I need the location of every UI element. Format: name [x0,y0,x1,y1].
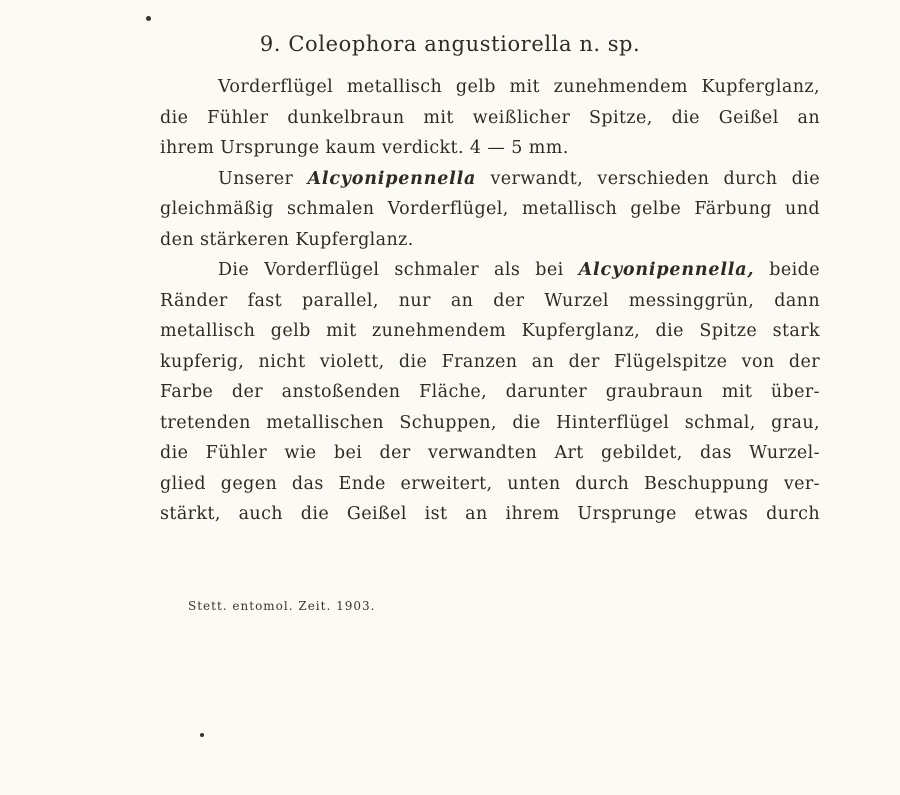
text-line: den stärkeren Kupferglanz. [160,229,414,250]
text-line: metallisch gelb mit zunehmendem Kupferglanz, die Spitze stark [160,321,820,341]
heading-species: angustiorella [424,32,573,56]
text-fragment: Die Vorderflügel schmaler als bei [218,260,564,280]
text-line: stärkt, auch die Geißel ist an ihrem Ursprunge etwas durch [160,504,820,524]
species-reference: Alcyonipennella, [578,260,755,280]
text-line [160,164,820,195]
heading-genus: Coleophora [288,32,418,56]
text-line: kupferig, nicht violett, die Franzen an der Flügelspitze von der [160,351,820,372]
text-line: Vorderflügel metallisch gelb mit zunehmendem Kupferglanz, [218,77,820,97]
source-footnote: Stett. entomol. Zeit. 1903. [188,599,376,613]
text-line: gleichmäßig schmalen Vorderflügel, metallisch gelbe Färbung und [160,199,820,219]
heading-suffix: n. sp. [579,32,641,56]
ink-speck [146,16,151,21]
text-line: Ränder fast parallel, nur an der Wurzel messinggrün, dann [160,290,820,311]
ink-speck [200,733,204,737]
species-heading [0,32,900,56]
text-line: die Fühler wie bei der verwandten Art gebildet, das Wurzel- [160,443,820,463]
text-line [160,255,820,286]
text-line: ihrem Ursprunge kaum verdickt. 4 — 5 mm. [160,138,569,158]
text-fragment: verwandt, verschieden durch die [490,168,821,189]
text-line: tretenden metallischen Schuppen, die Hinterflügel schmal, grau, [160,412,820,433]
text-fragment: Unserer [218,168,294,189]
text-line: die Fühler dunkelbraun mit weißlicher Spitze, die Geißel an [160,107,820,128]
text-fragment: beide [769,260,820,280]
description-text [160,72,820,530]
text-line: Farbe der anstoßenden Fläche, darunter graubraun mit über- [160,382,820,402]
species-reference: Alcyonipennella [307,168,477,189]
heading-number: 9. [259,32,282,56]
text-line: glied gegen das Ende erweitert, unten durch Beschuppung ver- [160,473,820,494]
